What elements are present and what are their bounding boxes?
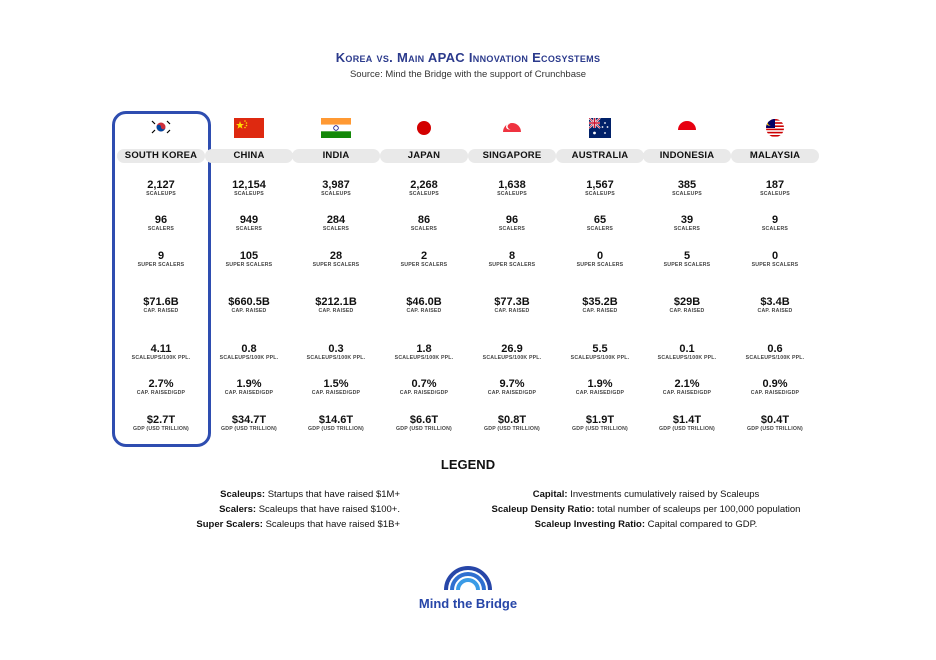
metric-value: $212.1B [315, 296, 357, 308]
metric-label: SCALEUPS/100K PPL. [394, 355, 454, 361]
legend-term: Scalers [219, 504, 253, 515]
metric-scaleups [117, 179, 205, 198]
metric-value: 105 [239, 250, 259, 262]
metric-value: 0.6 [767, 343, 783, 355]
metric-scaleups [643, 179, 731, 198]
metric-value: $2.7T [146, 414, 176, 426]
legend-term: Scaleups [220, 489, 262, 500]
metric-label: SCALEUPS [234, 191, 264, 197]
metric-label: CAP. RAISED/GDP [575, 390, 625, 396]
metric-label: GDP (USD TRILLION) [221, 426, 277, 432]
legend-separator: : [261, 489, 268, 500]
metric-scaleups [205, 179, 293, 198]
metric-value: $14.6T [318, 414, 354, 426]
metric-value: $71.6B [143, 296, 179, 308]
metric-super-scalers [556, 250, 644, 269]
metric-label: SCALEUPS [321, 191, 351, 197]
metric-value: 1,638 [498, 179, 526, 191]
metric-value: 2,268 [410, 179, 438, 191]
metric-scaleups [468, 179, 556, 198]
legend-item [456, 502, 836, 517]
metric-value: 5.5 [592, 343, 608, 355]
page-title: Korea vs. Main APAC Innovation Ecosystems [335, 50, 601, 65]
metric-value: 8 [508, 250, 516, 262]
indonesia-flag-icon [676, 118, 698, 137]
metric-scalers [292, 214, 380, 233]
metric-super-scalers [731, 250, 819, 269]
metric-value: $1.9T [585, 414, 615, 426]
metric-label: CAP. RAISED/GDP [136, 390, 186, 396]
metric-gdp [468, 414, 556, 433]
metric-value: 2 [420, 250, 428, 262]
metric-value: 96 [505, 214, 519, 226]
metric-label: SCALEUPS [760, 191, 790, 197]
metric-cap-raised [205, 296, 293, 315]
metric-value: 65 [593, 214, 607, 226]
country-label: CHINA [205, 149, 293, 163]
australia-flag-icon [589, 118, 611, 143]
metric-value: 3,987 [322, 179, 350, 191]
metric-value: 0.7% [411, 378, 437, 390]
legend-item [456, 517, 836, 532]
metric-value: 187 [765, 179, 785, 191]
metric-gdp [380, 414, 468, 433]
metric-value: $1.4T [672, 414, 702, 426]
metric-label: SCALERS [498, 226, 526, 232]
metric-super-scalers [643, 250, 731, 269]
metric-label: CAP. RAISED [494, 308, 530, 314]
metric-super-scalers [380, 250, 468, 269]
metric-gdp [292, 414, 380, 433]
logo-text: Mind the Bridge [418, 596, 518, 611]
metric-label: SCALERS [673, 226, 701, 232]
metric-value: $46.0B [406, 296, 442, 308]
metric-value: 9 [157, 250, 165, 262]
metric-label: SCALEUPS/100K PPL. [219, 355, 279, 361]
metric-density [117, 343, 205, 362]
metric-value: 5 [683, 250, 691, 262]
japan-flag-icon [414, 118, 434, 143]
metric-label: SUPER SCALERS [312, 262, 360, 268]
metric-investing [731, 378, 819, 397]
metric-label: CAP. RAISED/GDP [224, 390, 274, 396]
legend-description: Scaleups that have raised $1B+ [265, 519, 400, 530]
page-subtitle: Source: Mind the Bridge with the support of Crunchbase [349, 69, 587, 80]
metric-label: SCALEUPS/100K PPL. [482, 355, 542, 361]
metric-gdp [643, 414, 731, 433]
metric-cap-raised [380, 296, 468, 315]
metric-scalers [643, 214, 731, 233]
metric-value: 2,127 [147, 179, 175, 191]
legend-term: Scaleup Investing Ratio [534, 519, 642, 530]
metric-label: SCALERS [147, 226, 175, 232]
metric-label: CAP. RAISED [143, 308, 179, 314]
metric-label: GDP (USD TRILLION) [572, 426, 628, 432]
metric-value: 4.11 [150, 343, 172, 355]
india-flag-icon [321, 118, 351, 143]
legend-term: Super Scalers [196, 519, 260, 530]
singapore-flag-icon [501, 118, 523, 137]
metric-label: CAP. RAISED [406, 308, 442, 314]
metric-label: CAP. RAISED/GDP [399, 390, 449, 396]
metric-label: SCALEUPS [585, 191, 615, 197]
metric-cap-raised [117, 296, 205, 315]
metric-cap-raised [556, 296, 644, 315]
metric-label: SUPER SCALERS [751, 262, 799, 268]
metric-super-scalers [117, 250, 205, 269]
metric-value: $34.7T [231, 414, 267, 426]
country-label: INDIA [292, 149, 380, 163]
metric-label: SCALERS [761, 226, 789, 232]
metric-value: 86 [417, 214, 431, 226]
metric-scaleups [292, 179, 380, 198]
metric-label: SCALEUPS/100K PPL. [570, 355, 630, 361]
metric-density [468, 343, 556, 362]
metric-value: $660.5B [228, 296, 270, 308]
metric-value: $35.2B [582, 296, 618, 308]
metric-value: 0.8 [241, 343, 257, 355]
metric-value: 39 [680, 214, 694, 226]
legend-description: Capital compared to GDP. [647, 519, 758, 530]
metric-label: GDP (USD TRILLION) [484, 426, 540, 432]
metric-label: SUPER SCALERS [225, 262, 273, 268]
metric-density [292, 343, 380, 362]
legend-separator: : [252, 504, 259, 515]
legend-item [150, 517, 400, 532]
metric-scalers [731, 214, 819, 233]
metric-label: GDP (USD TRILLION) [396, 426, 452, 432]
legend-separator: : [564, 489, 571, 500]
metric-value: 385 [677, 179, 697, 191]
legend-item [150, 487, 400, 502]
metric-cap-raised [468, 296, 556, 315]
legend-description: Investments cumulatively raised by Scaleups [570, 489, 760, 500]
metric-value: $77.3B [494, 296, 530, 308]
metric-label: CAP. RAISED/GDP [487, 390, 537, 396]
metric-label: CAP. RAISED/GDP [750, 390, 800, 396]
legend-separator: : [591, 504, 598, 515]
metric-super-scalers [205, 250, 293, 269]
metric-value: 96 [154, 214, 168, 226]
metric-label: CAP. RAISED [318, 308, 354, 314]
metric-gdp [117, 414, 205, 433]
metric-label: SCALEUPS/100K PPL. [657, 355, 717, 361]
metric-label: SUPER SCALERS [400, 262, 448, 268]
metric-label: CAP. RAISED/GDP [311, 390, 361, 396]
metric-label: GDP (USD TRILLION) [308, 426, 364, 432]
metric-density [556, 343, 644, 362]
metric-scaleups [556, 179, 644, 198]
metric-label: GDP (USD TRILLION) [659, 426, 715, 432]
metric-investing [643, 378, 731, 397]
metric-value: 9.7% [499, 378, 525, 390]
metric-investing [380, 378, 468, 397]
metric-value: 949 [239, 214, 259, 226]
legend-description: total number of scaleups per 100,000 population [597, 504, 801, 515]
metric-label: CAP. RAISED/GDP [662, 390, 712, 396]
metric-value: 1.8 [416, 343, 432, 355]
metric-label: SCALERS [235, 226, 263, 232]
metric-value: 1.5% [323, 378, 349, 390]
metric-label: CAP. RAISED [669, 308, 705, 314]
metric-investing [468, 378, 556, 397]
metric-density [205, 343, 293, 362]
metric-label: SCALERS [322, 226, 350, 232]
metric-gdp [731, 414, 819, 433]
legend-description: Scaleups that have raised $100+. [258, 504, 400, 515]
metric-value: 0.3 [328, 343, 344, 355]
legend-item [456, 487, 836, 502]
metric-value: 1,567 [586, 179, 614, 191]
metric-scalers [556, 214, 644, 233]
metric-scalers [468, 214, 556, 233]
metric-label: SUPER SCALERS [488, 262, 536, 268]
metric-value: $0.8T [497, 414, 527, 426]
metric-scalers [380, 214, 468, 233]
metric-investing [205, 378, 293, 397]
china-flag-icon [234, 118, 264, 143]
metric-value: 26.9 [501, 343, 523, 355]
country-label: SINGAPORE [468, 149, 556, 163]
legend-description: Startups that have raised $1M+ [267, 489, 400, 500]
country-label: INDONESIA [643, 149, 731, 163]
metric-label: GDP (USD TRILLION) [133, 426, 189, 432]
metric-scalers [205, 214, 293, 233]
metric-value: $3.4B [760, 296, 790, 308]
country-label: MALAYSIA [731, 149, 819, 163]
metric-gdp [205, 414, 293, 433]
metric-cap-raised [292, 296, 380, 315]
metric-label: SCALEUPS [409, 191, 439, 197]
legend-right-column [456, 487, 836, 532]
metric-label: CAP. RAISED [582, 308, 618, 314]
legend-item [150, 502, 400, 517]
metric-label: CAP. RAISED [231, 308, 267, 314]
metric-label: SCALEUPS/100K PPL. [131, 355, 191, 361]
metric-value: 28 [329, 250, 343, 262]
country-label: SOUTH KOREA [117, 149, 205, 163]
metric-value: 9 [771, 214, 779, 226]
legend-term: Scaleup Density Ratio [491, 504, 592, 515]
legend-term: Capital [532, 489, 565, 500]
metric-value: 1.9% [236, 378, 262, 390]
metric-value: $0.4T [760, 414, 790, 426]
metric-label: SCALEUPS [497, 191, 527, 197]
metric-label: SUPER SCALERS [663, 262, 711, 268]
korea-flag-icon [149, 118, 173, 141]
legend-separator: : [641, 519, 648, 530]
metric-label: SCALEUPS [146, 191, 176, 197]
metric-cap-raised [643, 296, 731, 315]
malaysia-flag-icon [764, 118, 786, 143]
metric-value: 12,154 [232, 179, 266, 191]
metric-value: 0.1 [679, 343, 695, 355]
metric-label: SCALERS [410, 226, 438, 232]
metric-value: 0 [771, 250, 779, 262]
metric-investing [556, 378, 644, 397]
metric-gdp [556, 414, 644, 433]
metric-value: 284 [326, 214, 346, 226]
metric-density [380, 343, 468, 362]
metric-value: 2.1% [674, 378, 700, 390]
metric-density [731, 343, 819, 362]
metric-scalers [117, 214, 205, 233]
legend-title: LEGEND [440, 457, 496, 472]
metric-label: SUPER SCALERS [137, 262, 185, 268]
metric-super-scalers [468, 250, 556, 269]
metric-label: CAP. RAISED [757, 308, 793, 314]
metric-label: GDP (USD TRILLION) [747, 426, 803, 432]
metric-value: 0 [596, 250, 604, 262]
metric-label: SUPER SCALERS [576, 262, 624, 268]
metric-value: 2.7% [148, 378, 174, 390]
country-label: AUSTRALIA [556, 149, 644, 163]
metric-label: SCALERS [586, 226, 614, 232]
metric-super-scalers [292, 250, 380, 269]
metric-investing [292, 378, 380, 397]
metric-investing [117, 378, 205, 397]
legend-separator: : [259, 519, 266, 530]
metric-value: 1.9% [587, 378, 613, 390]
metric-value: 0.9% [762, 378, 788, 390]
metric-value: $29B [673, 296, 701, 308]
metric-label: SCALEUPS [672, 191, 702, 197]
metric-label: SCALEUPS/100K PPL. [745, 355, 805, 361]
metric-cap-raised [731, 296, 819, 315]
metric-density [643, 343, 731, 362]
metric-value: $6.6T [409, 414, 439, 426]
metric-scaleups [380, 179, 468, 198]
metric-label: SCALEUPS/100K PPL. [306, 355, 366, 361]
legend-left-column [150, 487, 400, 532]
country-label: JAPAN [380, 149, 468, 163]
metric-scaleups [731, 179, 819, 198]
